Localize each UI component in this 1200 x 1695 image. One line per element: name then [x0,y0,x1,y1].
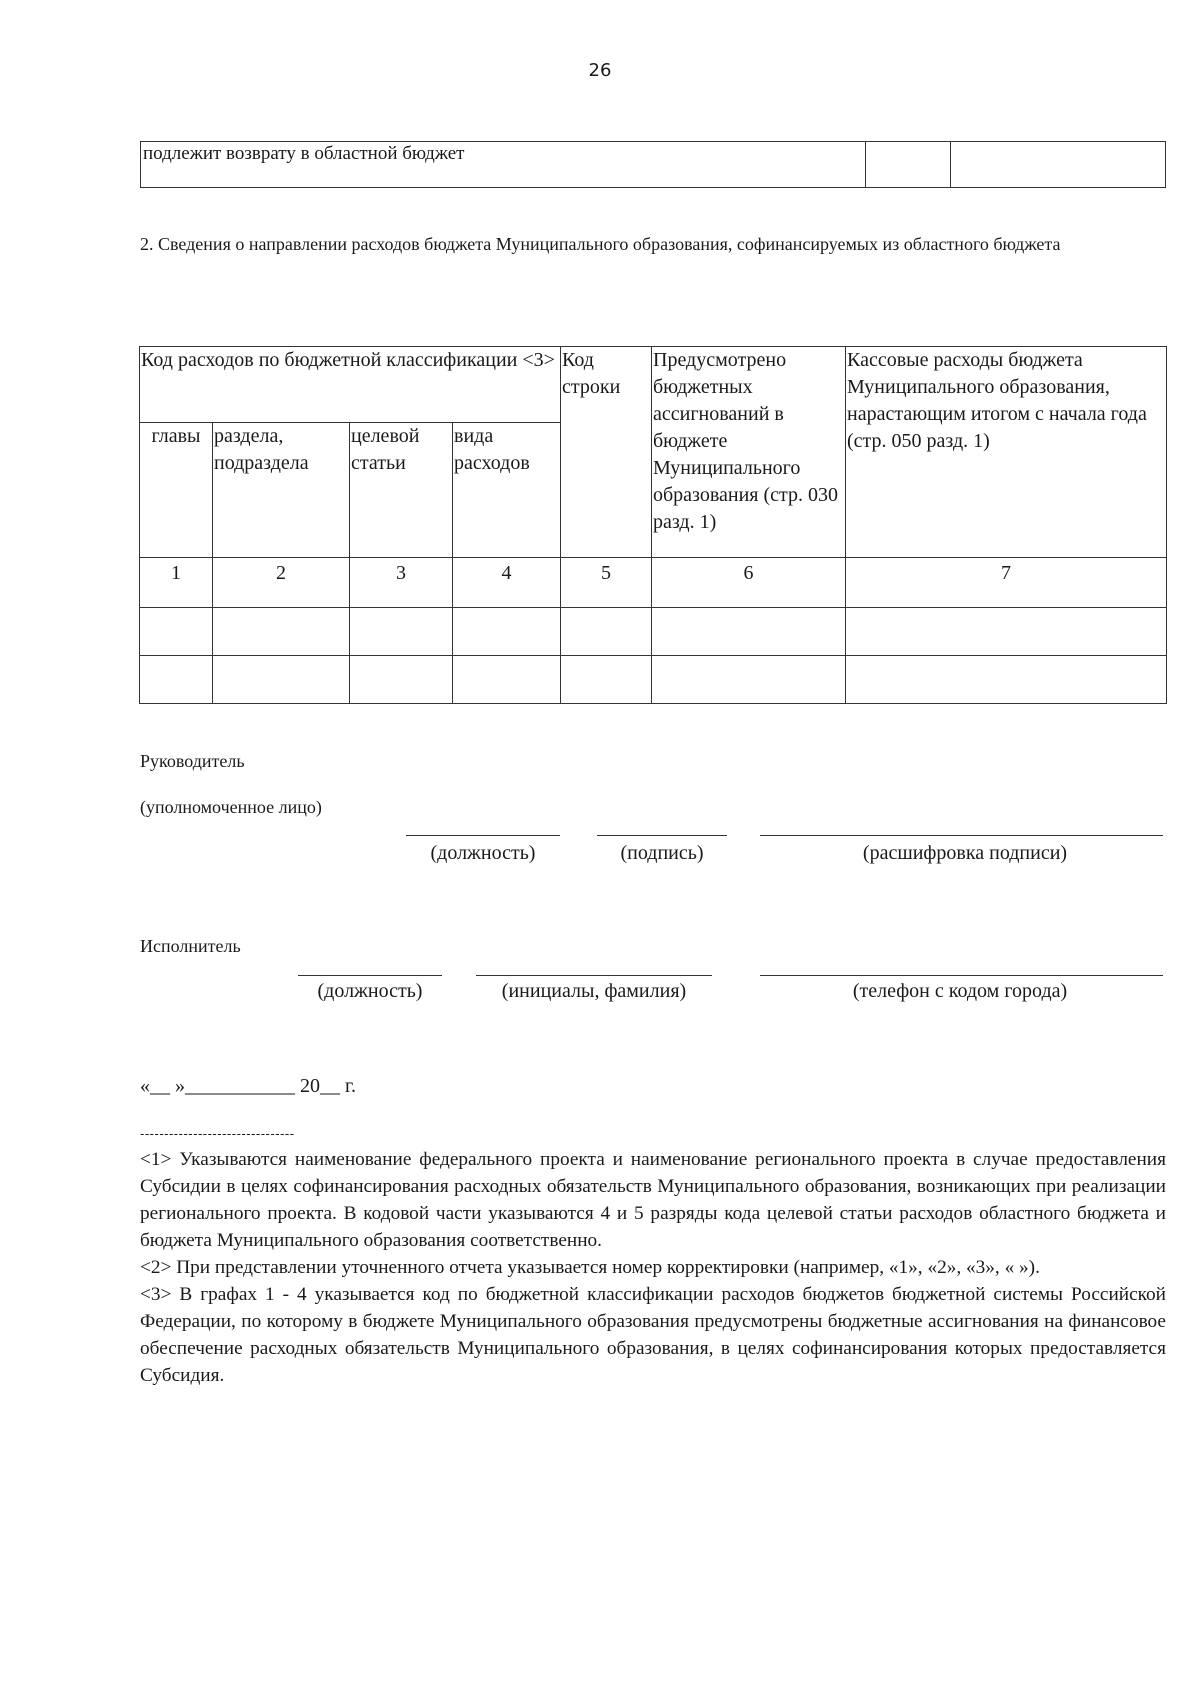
table-number-row [140,558,1167,608]
column-number: 3 [350,558,453,608]
top-continuation-table [140,141,1166,188]
header-target-article: целевой статьи [350,423,453,558]
table-cell [866,142,951,188]
signature-line [597,835,727,836]
table-cell-text: подлежит возврату в областной бюджет [141,142,866,188]
table-cell [350,656,453,704]
table-row [140,608,1167,656]
table-cell [652,656,846,704]
table-cell [561,656,652,704]
caption-phone: (телефон с кодом города) [852,980,1068,1002]
table-cell [951,142,1166,188]
column-number: 7 [846,558,1167,608]
caption-position: (должность) [430,842,536,864]
header-budget-code: Код расходов по бюджетной классификации <3> [140,347,561,423]
table-row [141,142,1166,188]
table-cell [652,608,846,656]
table-cell [350,608,453,656]
signature-line [760,835,1163,836]
column-number: 6 [652,558,846,608]
footnotes [140,1146,1166,1389]
column-number: 2 [213,558,350,608]
table-cell [140,608,213,656]
table-cell [213,608,350,656]
table-cell [140,656,213,704]
table-cell [453,608,561,656]
table-cell [561,608,652,656]
head-sublabel: (уполномоченное лицо) [140,797,322,817]
table-cell [846,608,1167,656]
page-number: 26 [588,60,612,81]
head-label: Руководитель [140,751,245,771]
caption-signature-decoding: (расшифровка подписи) [862,842,1068,864]
header-line-code: Код строки [561,347,652,558]
signature-line [476,975,712,976]
column-number: 5 [561,558,652,608]
column-number: 1 [140,558,213,608]
table-header-row [140,347,1167,423]
caption-executor-position: (должность) [317,980,423,1002]
signature-line [406,835,560,836]
signature-line [760,975,1163,976]
column-number: 4 [453,558,561,608]
header-expense-type: вида расходов [453,423,561,558]
table-row [140,656,1167,704]
executor-label: Исполнитель [140,936,241,956]
footnote-3: <3> В графах 1 - 4 указывается код по бюджетной классификации расходов бюджетов бюджетной системы Российской Федерации, по которому в бюджете Муниципального образования предусмотрены бюджетные ассигнования на финансовое обеспечение расходных обязательств Муниципального образования, в целях софинансирования которых предоставляется Субсидия. [140,1284,1166,1386]
signature-line [298,975,442,976]
header-chapter: главы [140,423,213,558]
footnote-1: <1> Указываются наименование федерального проекта и наименование регионального проекта в случае предоставления Субсидии в целях софинансирования расходных обязательств Муниципального образования, возникающих при реализации регионального проекта. В кодовой части указываются 4 и 5 разряды кода целевой статьи расходов областного бюджета и бюджета Муниципального образования соответственно. [140,1149,1166,1251]
section-heading: 2. Сведения о направлении расходов бюджета Муниципального образования, софинансируемых из областного бюджета [140,234,1061,254]
footnote-2: <2> При представлении уточненного отчета указывается номер корректировки (например, «1», «2», «3», « »). [140,1257,1040,1278]
table-cell [453,656,561,704]
header-planned: Предусмотрено бюджетных ассигнований в бюджете Муниципального образования (стр. 030 разд. 1) [652,347,846,558]
table-cell [846,656,1167,704]
date-line: «__ »___________ 20__ г. [140,1075,356,1097]
header-cash-expenses: Кассовые расходы бюджета Муниципального образования, нарастающим итогом с начала года (стр. 050 разд. 1) [846,347,1167,558]
caption-signature: (подпись) [620,842,704,864]
expenses-table [139,346,1167,704]
header-section: раздела, подраздела [213,423,350,558]
footnote-separator: -------------------------------- [140,1126,295,1141]
caption-initials: (инициалы, фамилия) [501,980,687,1002]
table-cell [213,656,350,704]
